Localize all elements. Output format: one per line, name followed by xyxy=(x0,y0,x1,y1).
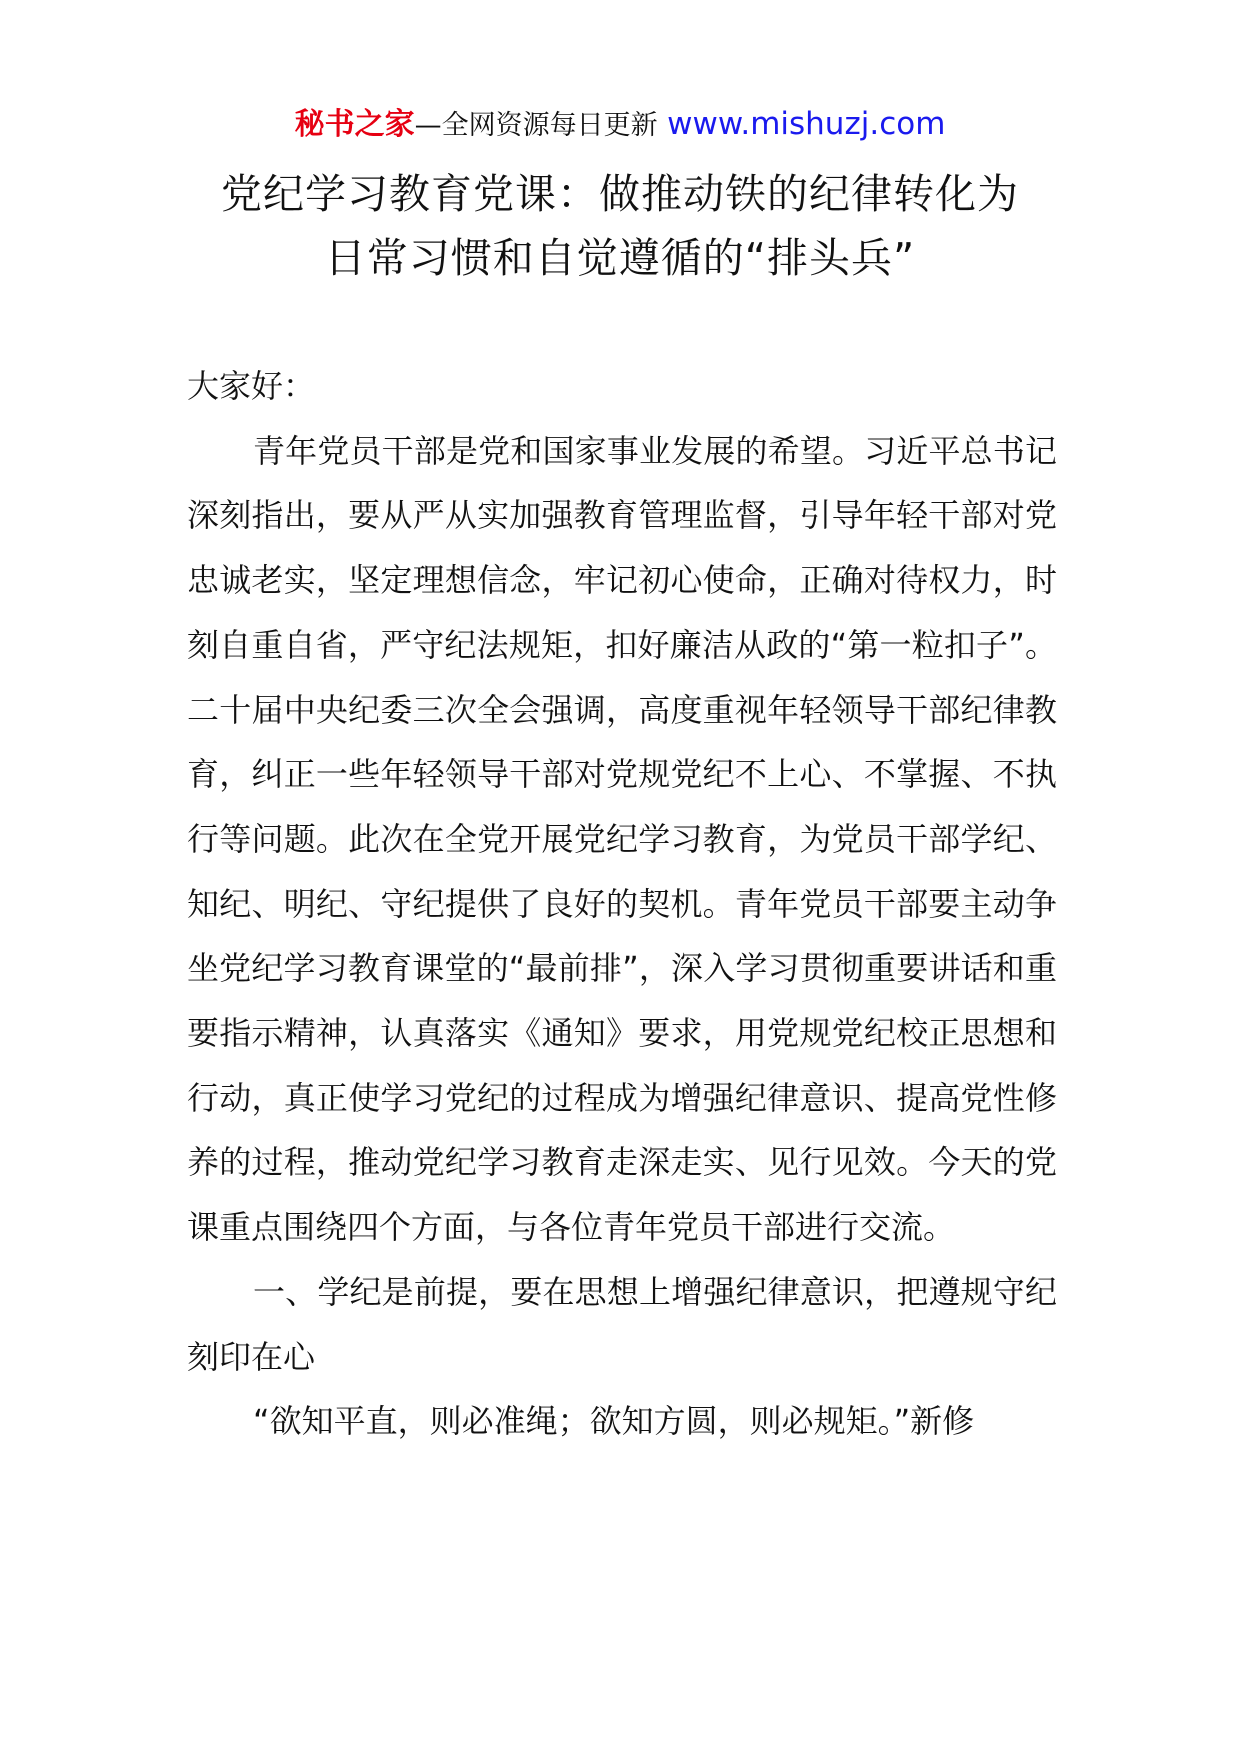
document-body xyxy=(187,354,1057,1454)
body-paragraph: 青年党员干部是党和国家事业发展的希望。习近平总书记深刻指出，要从严从实加强教育管理监督，引导年轻干部对党忠诚老实，坚定理想信念，牢记初心使命，正确对待权力，时刻自重自省，严守纪法规矩，扣好廉洁从政的“第一粒扣子”。二十届中央纪委三次全会强调，高度重视年轻领导干部纪律教育，纠正一些年轻领导干部对党规党纪不上心、不掌握、不执行等问题。此次在全党开展党纪学习教育，为党员干部学纪、知纪、明纪、守纪提供了良好的契机。青年党员干部要主动争坐党纪学习教育课堂的“最前排”，深入学习贯彻重要讲话和重要指示精神，认真落实《通知》要求，用党规党纪校正思想和行动，真正使学习党纪的过程成为增强纪律意识、提高党性修养的过程，推动党纪学习教育走深走实、见行见效。今天的党课重点围绕四个方面，与各位青年党员干部进行交流。 xyxy=(187,431,1057,1247)
section-heading: 一、学纪是前提，要在思想上增强纪律意识，把遵规守纪刻印在心 xyxy=(187,1272,1057,1376)
title-line-2: 日常习惯和自觉遵循的“排头兵” xyxy=(324,234,916,282)
title-line-1: 党纪学习教育党课：做推动铁的纪律转化为 xyxy=(221,170,1019,218)
header-tagline: —全网资源每日更新 xyxy=(414,110,658,141)
greeting: 大家好： xyxy=(187,367,316,405)
brand-name: 秘书之家 xyxy=(294,107,415,142)
document-title xyxy=(0,162,1240,290)
site-header xyxy=(0,104,1240,146)
website-link[interactable]: www.mishuzj.com xyxy=(667,106,946,142)
body-paragraph: “欲知平直，则必准绳；欲知方圆，则必规矩。”新修 xyxy=(253,1402,975,1441)
